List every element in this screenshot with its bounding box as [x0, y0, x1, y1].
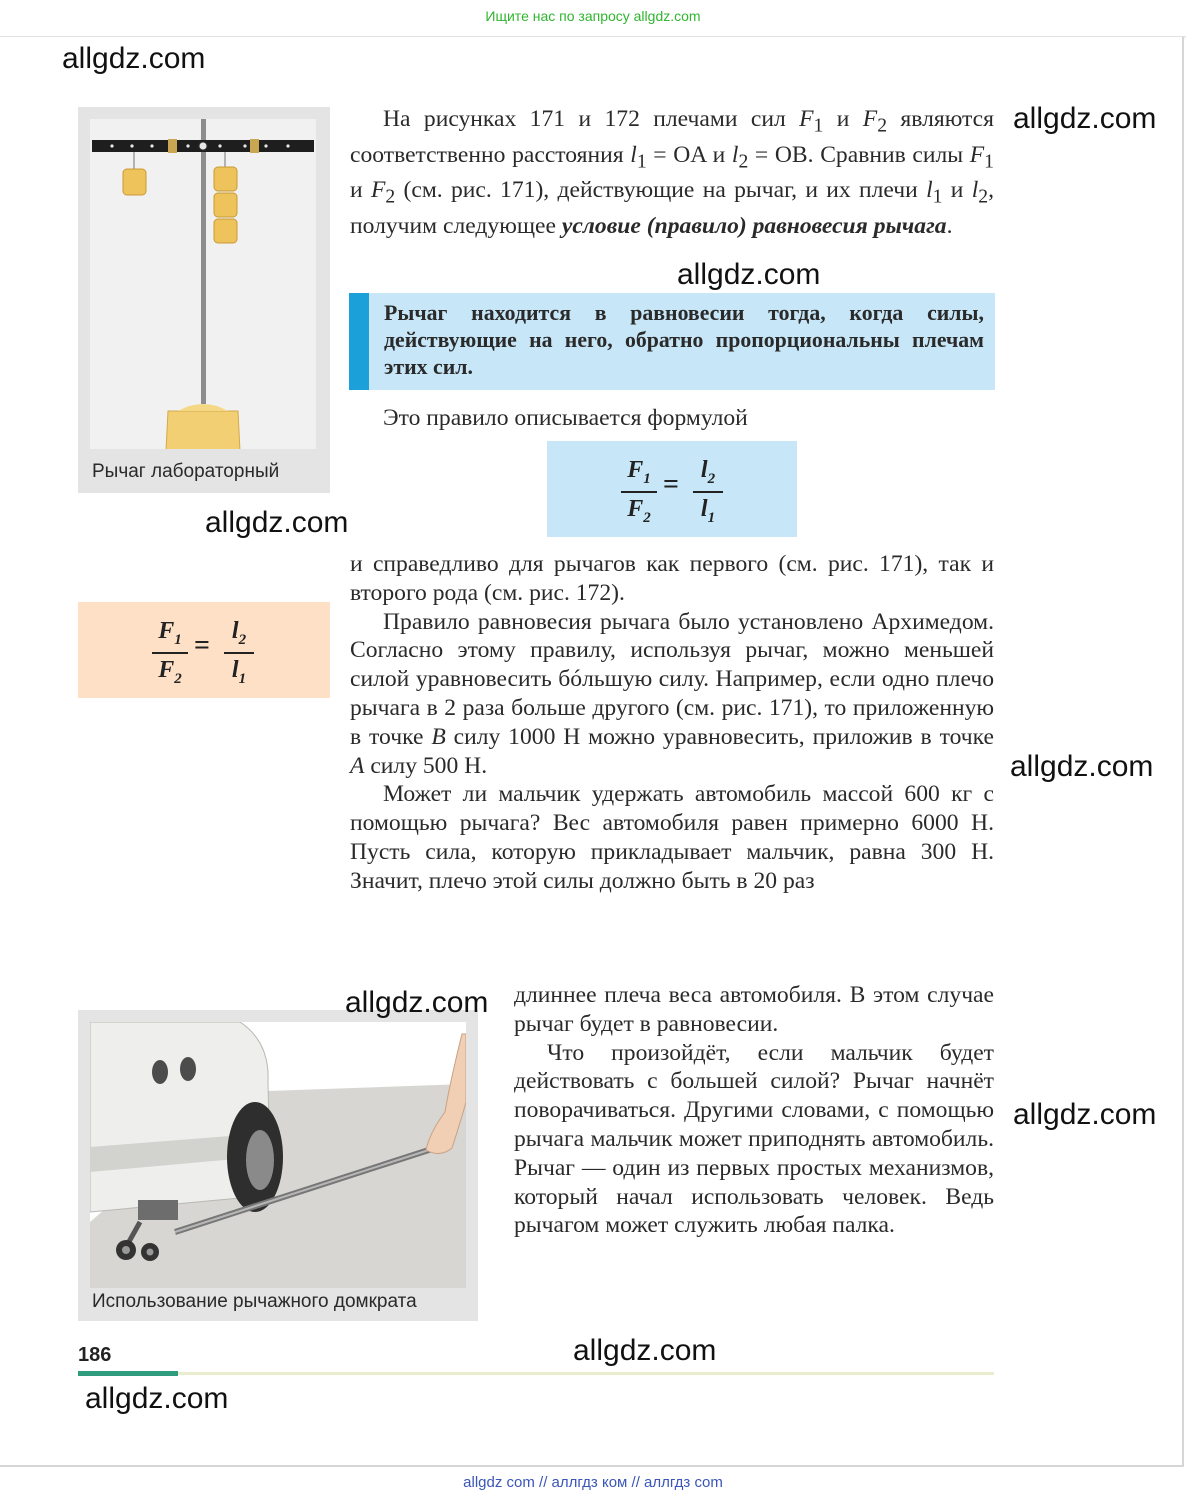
- watermark: allgdz.com: [62, 42, 206, 75]
- page-bottom-accent: [78, 1371, 178, 1376]
- rule-box: [349, 293, 995, 390]
- rule-emphasis: условие (правило) равновесия рычага: [561, 212, 947, 239]
- equals-sign: =: [194, 630, 210, 661]
- lever-photo: [78, 107, 330, 493]
- watermark: allgdz.com: [85, 1382, 229, 1415]
- paragraph-1: На рисунках 171 и 172 плечами сил $F_1$ и $F_2$ являются соответственно расстояния $l_1$ = OA и $l_2$ = OB. Сравнив силы $F_1$ и $F_2$ (см. рис. 171), действующие на рычаг, и их плечи $l_1$ и $l_2$, получим следующее условие (правило) равновесия рычага.: [350, 106, 994, 239]
- paragraph-3: Правило равновесия рычага было установлено Архимедом. Согласно этому правилу, используя рычаг, можно меньшей силой уравновесить бóльшую силу. Например, если одно плечо рычага в 2 раза больше другого (см. рис. 171), то приложенную в точке B силу 1000 Н можно уравновесить, приложив в точке A силу 500 Н.: [350, 608, 994, 779]
- rule-accent-bar: [349, 293, 369, 390]
- jack-photo: [78, 1010, 478, 1321]
- fraction-right: $l_2$ $l_1$: [693, 457, 723, 527]
- paragraph-narrow: [514, 981, 994, 1240]
- paragraph-body: [350, 550, 994, 896]
- paragraph-4-continued: длиннее плеча веса автомобиля. В этом случае рычаг будет в равновесии.: [514, 982, 994, 1037]
- jack-illustration: [90, 1022, 466, 1288]
- footer: [0, 1468, 1186, 1502]
- formula-box: [547, 441, 797, 537]
- equals-sign: =: [663, 469, 679, 500]
- car-jack-drawing: [90, 1022, 466, 1288]
- fraction-left: $F_1$ $F_2$: [621, 457, 657, 527]
- watermark: allgdz.com: [1010, 750, 1154, 783]
- watermark: allgdz.com: [573, 1334, 717, 1367]
- lever-drawing: [90, 119, 316, 449]
- watermark: allgdz.com: [677, 258, 821, 291]
- footer-text[interactable]: allgdz com // аллгдз ком // аллгдз com: [463, 1474, 723, 1491]
- rule-text: Рычаг находится в равновесии тогда, когда силы, действующие на него, обратно пропорциональны плечам этих сил.: [384, 301, 984, 379]
- formula-intro: Это правило описывается формулой: [383, 405, 748, 431]
- jack-caption: Использование рычажного домкрата: [92, 1291, 417, 1312]
- page-number: 186: [78, 1344, 112, 1366]
- top-banner: [0, 0, 1186, 37]
- fraction-right: $l_2$ $l_1$: [224, 618, 254, 688]
- side-formula-box: [78, 602, 330, 698]
- paragraph-5: Что произойдёт, если мальчик будет действовать с большей силой? Рычаг начнёт поворачиваться. Другими словами, с помощью рычага мальчик может приподнять автомобиль. Рычаг — один из первых простых механизмов, который начал использовать человек. Ведь рычагом может служить любая палка.: [514, 1039, 994, 1239]
- fraction-left: $F_1$ $F_2$: [152, 618, 188, 688]
- lever-caption: Рычаг лабораторный: [92, 461, 280, 482]
- watermark: allgdz.com: [205, 506, 349, 539]
- watermark: allgdz.com: [345, 986, 489, 1019]
- watermark: allgdz.com: [1013, 1098, 1157, 1131]
- paragraph-4: Может ли мальчик удержать автомобиль массой 600 кг с помощью рычага? Вес автомобиля равен примерно 6000 Н. Пусть сила, которую прикладывает мальчик, равна 300 Н. Значит, плечо этой силы должно быть в 20 раз: [350, 781, 994, 894]
- page-bottom-rule: [78, 1372, 994, 1375]
- banner-text[interactable]: Ищите нас по запросу allgdz.com: [485, 8, 701, 24]
- paragraph-2: и справедливо для рычагов как первого (см. рис. 171), так и второго рода (см. рис. 172).: [350, 551, 994, 606]
- watermark: allgdz.com: [1013, 102, 1157, 135]
- lever-illustration: [90, 119, 316, 449]
